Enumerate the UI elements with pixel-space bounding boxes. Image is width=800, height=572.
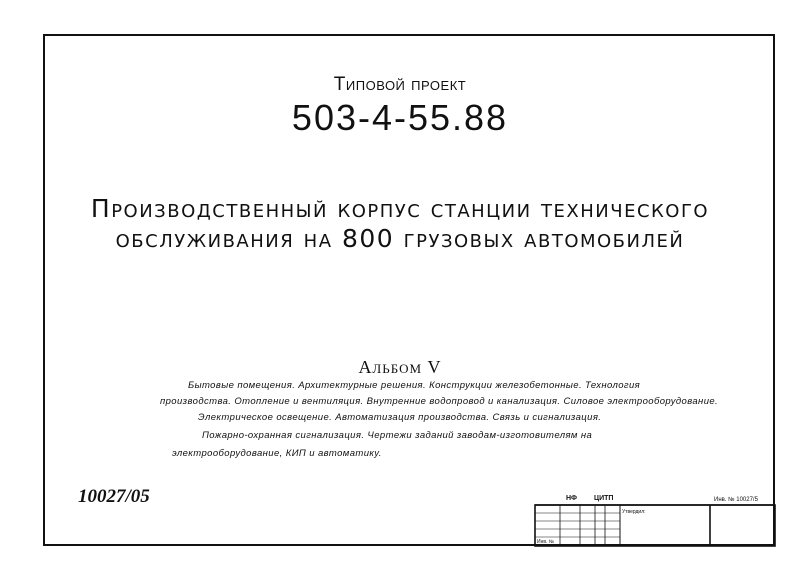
album-contents-line: электрооборудование, КИП и автоматику. bbox=[172, 448, 382, 459]
album-contents-line: производства. Отопление и вентиляция. Внутренние водопровод и канализация. Силовое электрооборудование. bbox=[160, 396, 719, 407]
inventory-number: 10027/05 bbox=[78, 486, 150, 507]
album-contents-line: Бытовые помещения. Архитектурные решения. Конструкции железобетонные. Технология bbox=[188, 380, 641, 391]
stamp-ctp: ЦИТП bbox=[594, 495, 614, 502]
album-contents-line: Пожарно-охранная сигнализация. Чертежи заданий заводам-изготовителям на bbox=[202, 430, 593, 441]
stamp-approved-label: Утвердил: bbox=[622, 509, 646, 515]
project-title-line-1: Производственный корпус станции технического bbox=[90, 194, 710, 223]
stamp-inv-bottom-label: Инв. № bbox=[537, 539, 555, 545]
album-label: Альбом V bbox=[358, 357, 442, 377]
stamp-nf: НФ bbox=[566, 495, 578, 502]
type-project-label: Типовой проект bbox=[333, 74, 467, 95]
album-contents-line: Электрическое освещение. Автоматизация производства. Связь и сигнализация. bbox=[198, 412, 602, 423]
stamp-inventory-label: Инв. № 10027/5 bbox=[714, 497, 758, 503]
project-number: 503-4-55.88 bbox=[291, 97, 509, 138]
project-title-line-2: обслуживания на 800 грузовых автомобилей bbox=[115, 224, 685, 253]
